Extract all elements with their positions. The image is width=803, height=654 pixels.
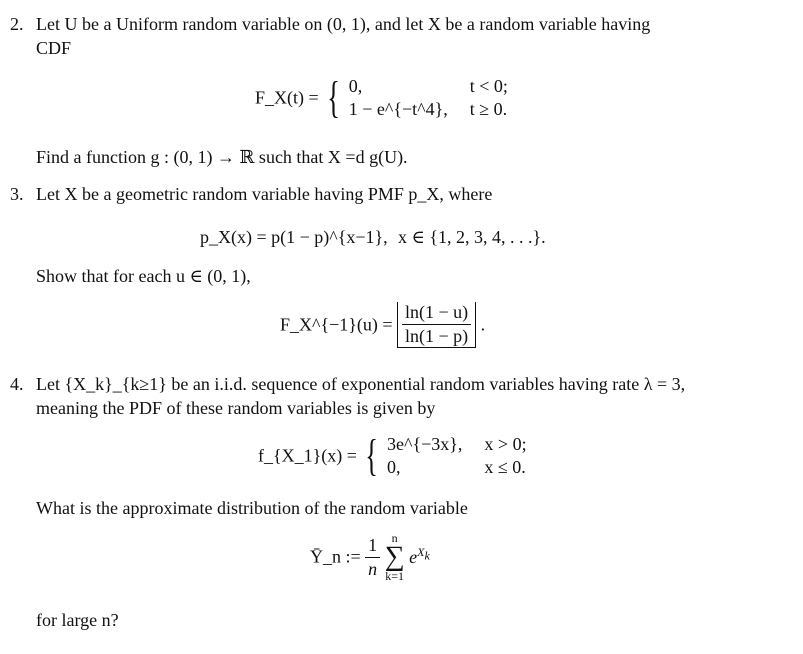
denominator: ln(1 − p) xyxy=(405,326,469,346)
pdf-cases: 3e^{−3x}, x > 0; 0, x ≤ 0. xyxy=(387,434,527,477)
problem-4-closing: for large n? xyxy=(36,610,119,630)
pdf-lhs: f_{X_1}(x) = xyxy=(258,445,357,466)
problem-4-ybar-equation: Ȳ_n := $\frac{1}{n}$ n ∑ k=1 $e^{X_k}$ xyxy=(310,531,430,583)
problem-3-pmf: p_X(x) = p(1 − p)^{x−1}, xyxy=(200,227,388,247)
problem-3-pmf-domain: x ∈ {1, 2, 3, 4, . . .}. xyxy=(398,227,546,247)
problem-2-cdf-equation xyxy=(255,73,508,122)
problem-2-intro-line1: Let U be a Uniform random variable on (0, 1), and let X be a random variable having xyxy=(36,14,651,34)
one-over-n: $\frac{1}{n}$ xyxy=(365,535,380,580)
ceiling-bracket xyxy=(397,302,476,348)
problem-4-question: What is the approximate distribution of the random variable xyxy=(36,498,468,518)
left-brace: { xyxy=(327,73,341,122)
problem-2-task: Find a function g : (0, 1) → ℝ such that X =d g(U). xyxy=(36,147,408,167)
problem-3-intro: Let X be a geometric random variable having PMF p_X, where xyxy=(36,184,493,204)
numerator: ln(1 − u) xyxy=(402,302,471,325)
left-brace: { xyxy=(365,431,379,480)
problem-2-number: 2. xyxy=(10,14,24,34)
problem-4-intro-line2: meaning the PDF of these random variables is given by xyxy=(36,398,436,418)
cdf-cases: 0, t < 0; 1 − e^{−t^4}, t ≥ 0. xyxy=(348,76,508,119)
summation-symbol: n ∑ k=1 xyxy=(384,531,405,583)
inverse-lhs: F_X^{−1}(u) = xyxy=(280,314,393,335)
problem-4-number: 4. xyxy=(10,374,24,394)
problem-4-pdf-equation xyxy=(258,431,527,480)
fraction xyxy=(402,302,471,347)
problem-2-intro-line2: CDF xyxy=(36,38,72,58)
problem-3-inverse-equation: F_X^{−1}(u) = $\frac{\ln(1 - u)}{\ln(1 - p)}$ . xyxy=(280,302,486,346)
cdf-lhs: F_X(t) = xyxy=(255,87,319,108)
problem-3-number: 3. xyxy=(10,184,24,204)
problem-3-show-text: Show that for each u ∈ (0, 1), xyxy=(36,266,251,286)
problem-4-intro-line1: Let {X_k}_{k≥1} be an i.i.d. sequence of exponential random variables having rate λ = 3, xyxy=(36,374,686,394)
ybar-lhs: Ȳ_n := xyxy=(310,546,361,567)
